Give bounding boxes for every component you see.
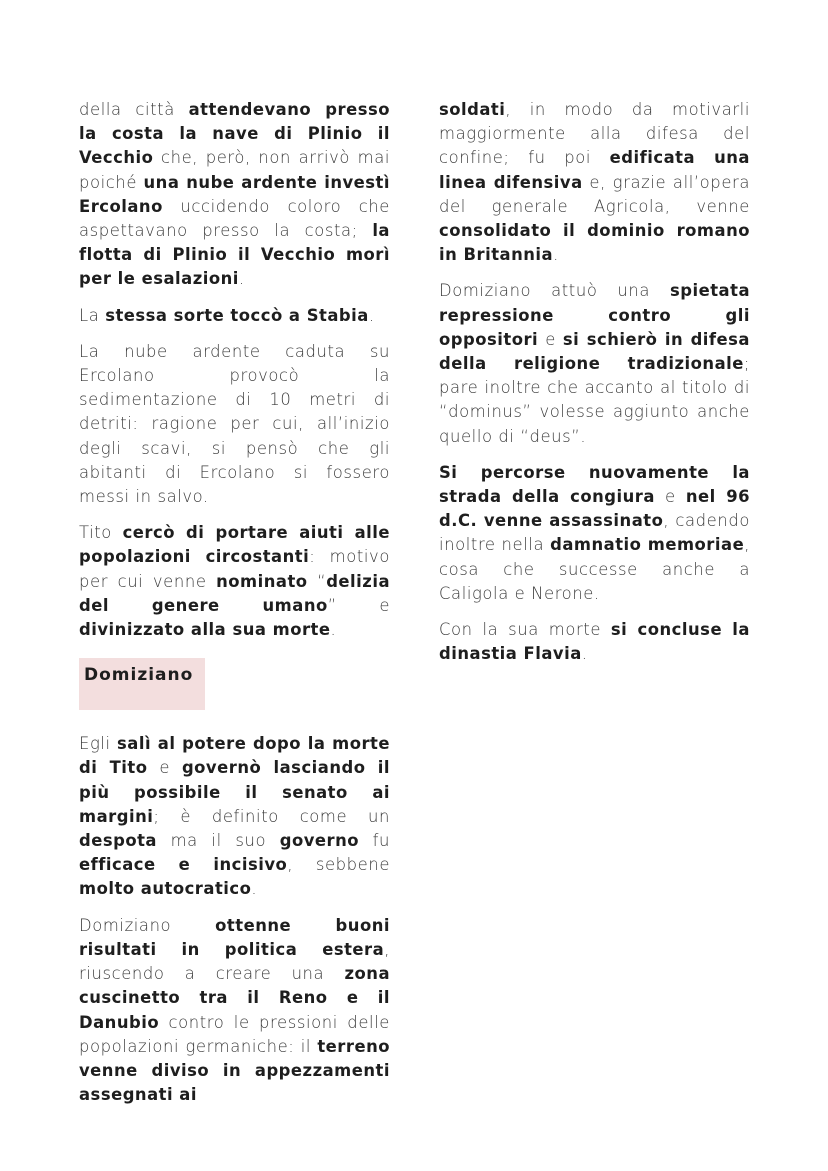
paragraph <box>439 279 750 448</box>
bold-text: attendevano presso la costa la nave di Plinio il Vecchio <box>79 100 390 168</box>
text-segment: e <box>147 758 182 778</box>
text-segment: La nube ardente caduta su Ercolano provocò la sedimentazione di 10 metri di detriti: ragione per cui, all’inizio degli scavi, si pensò che gli abitanti di Ercolano si fossero messi in salvo. <box>79 341 390 507</box>
bold-text: cercò di portare aiuti alle popolazioni circostanti <box>79 523 390 567</box>
bold-text: delizia del genere umano <box>79 571 391 615</box>
text-segment: . <box>330 620 337 640</box>
bold-text: despota <box>79 831 157 851</box>
paragraph <box>439 98 750 267</box>
right-paragraphs <box>439 98 750 666</box>
text-segment: Domiziano <box>79 915 216 935</box>
bold-text: nominato <box>216 571 308 591</box>
text-segment: , in modo da motivarli maggiormente alla difesa del confine; fu poi <box>439 100 750 168</box>
paragraph <box>79 914 390 1108</box>
paragraph <box>439 618 750 666</box>
bold-text: zona cuscinetto tra il Reno e il Danubio <box>79 964 390 1032</box>
text-segment: . <box>368 305 375 325</box>
text-segment: . <box>581 644 588 664</box>
text-segment: ma il suo <box>157 831 280 851</box>
text-segment: fu <box>359 831 390 851</box>
text-segment: Domiziano attuò una <box>439 281 670 301</box>
text-segment: Egli <box>79 734 118 754</box>
text-segment: , riuscendo a creare una <box>79 939 390 984</box>
bold-text: spietata repressione contro gli oppositori <box>439 281 750 349</box>
text-segment: e <box>538 329 563 349</box>
bold-text: si schierò in difesa della religione tradizionale <box>439 329 750 374</box>
text-segment: Con la sua morte <box>439 620 611 640</box>
text-segment: della città <box>79 100 189 119</box>
text-segment: , sebbene <box>287 855 391 875</box>
bold-text: si concluse la dinastia Flavia <box>439 620 750 664</box>
paragraph <box>79 732 390 901</box>
text-segment: La <box>79 305 106 325</box>
bold-text: efficace e incisivo <box>79 855 288 875</box>
text-segment: contro le pressioni delle popolazioni germaniche: il <box>79 1012 390 1056</box>
bold-text: governo <box>279 831 360 851</box>
paragraph <box>79 340 390 509</box>
text-segment: “ <box>307 571 327 591</box>
text-segment: e <box>654 487 686 507</box>
section-heading-text: Domiziano <box>84 665 194 686</box>
bold-text: soldati <box>439 100 506 119</box>
bold-text: salì al potere dopo la morte di Tito <box>79 734 390 778</box>
left-paragraphs-after <box>79 732 390 1107</box>
paragraph <box>79 304 390 328</box>
bold-text: ottenne buoni risultati in politica estera <box>79 915 390 959</box>
text-segment: . <box>553 245 559 265</box>
text-segment: : motivo per cui venne <box>79 547 390 591</box>
bold-text: una nube ardente investì Ercolano <box>79 172 390 216</box>
bold-text: stessa sorte toccò a Stabia <box>105 305 369 325</box>
paragraph <box>439 461 750 606</box>
text-segment: e, grazie all’opera del generale Agricola, venne <box>439 172 750 216</box>
text-segment: ” e <box>327 595 391 615</box>
bold-text: nel 96 d.C. venne assassinato <box>439 487 751 531</box>
left-column <box>79 98 390 1119</box>
left-paragraphs <box>79 98 390 642</box>
text-segment: . <box>238 269 245 289</box>
bold-text: consolidato il dominio romano in Britannia <box>439 221 750 265</box>
bold-text: governò lasciando il più possibile il senato ai margini <box>79 758 390 826</box>
text-segment: ; pare inoltre che accanto al titolo di “dominus” volesse aggiunto anche quello di “deus”. <box>439 354 750 446</box>
bold-text: edificata una linea difensiva <box>439 148 750 192</box>
text-segment: uccidendo coloro che aspettavano presso la costa; <box>79 196 390 241</box>
bold-text: la flotta di Plinio il Vecchio morì per le esalazioni <box>79 221 390 289</box>
text-segment: che, però, non arrivò mai poiché <box>79 148 390 192</box>
bold-text: terreno venne diviso in appezzamenti assegnati ai <box>79 1036 390 1105</box>
text-segment: . <box>251 879 258 899</box>
bold-text: molto autocratico <box>79 879 252 899</box>
bold-text: damnatio memoriae <box>550 535 745 555</box>
bold-text: divinizzato alla sua morte <box>79 620 331 640</box>
section-heading <box>79 658 205 710</box>
right-column <box>439 98 750 678</box>
text-segment: , cadendo inoltre nella <box>439 511 750 555</box>
paragraph <box>79 521 390 642</box>
text-segment: ; è definito come un <box>153 806 390 826</box>
text-segment: , cosa che successe anche a Caligola e Nerone. <box>439 535 751 603</box>
text-segment: Tito <box>79 523 123 543</box>
bold-text: Si percorse nuovamente la strada della congiura <box>439 462 750 507</box>
paragraph <box>79 98 390 292</box>
